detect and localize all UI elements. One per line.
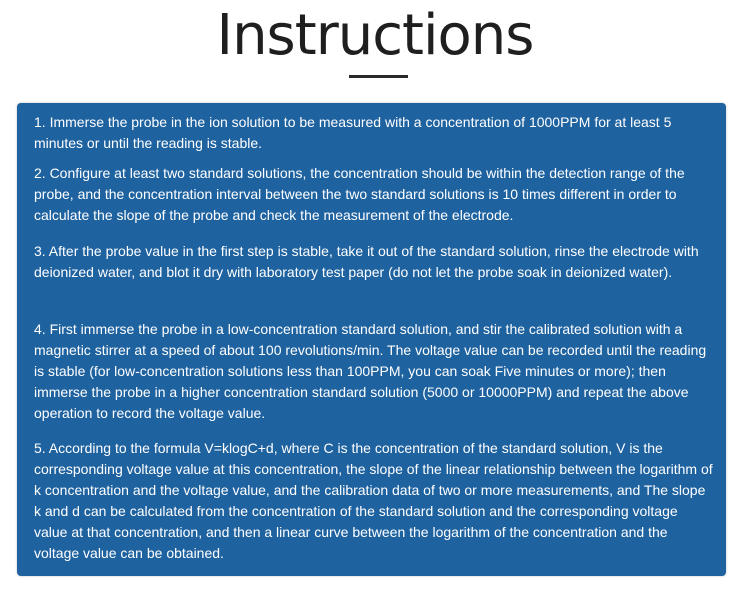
page-title: Instructions — [216, 3, 534, 68]
instruction-step-2: 2. Configure at least two standard solutions, the concentration should be within the detection range of the probe, and the concentration interval between the two standard solutions is 10 times different in order to calculate the slope of the probe and check the measurement of the electrode. — [34, 165, 685, 223]
instructions-panel — [17, 103, 726, 576]
instruction-step-3: 3. After the probe value in the first step is stable, take it out of the standard solution, rinse the electrode with deionized water, and blot it dry with laboratory test paper (do not let the probe soak in deionized water). — [34, 243, 699, 280]
instruction-step-1: 1. Immerse the probe in the ion solution to be measured with a concentration of 1000PPM for at least 5 minutes or until the reading is stable. — [34, 114, 672, 151]
title-underline — [349, 75, 408, 78]
instruction-step-4: 4. First immerse the probe in a low-concentration standard solution, and stir the calibrated solution with a magnetic stirrer at a speed of about 100 revolutions/min. The voltage value can be recorded until the reading is stable (for low-concentration solutions less than 100PPM, you can soak Five minutes or more); then immerse the probe in a higher concentration standard solution (5000 or 10000PPM) and repeat the above operation to record the voltage value. — [34, 321, 707, 421]
instruction-step-5: 5. According to the formula V=klogC+d, where C is the concentration of the standard solution, V is the corresponding voltage value at this concentration, the slope of the linear relationship between the logarithm of k concentration and the voltage value, and the calibration data of two or more measurements, and The slope k and d can be calculated from the concentration of the standard solution and the corresponding voltage value at that concentration, and then a linear curve between the logarithm of the concentration and the voltage value can be obtained. — [34, 440, 713, 561]
